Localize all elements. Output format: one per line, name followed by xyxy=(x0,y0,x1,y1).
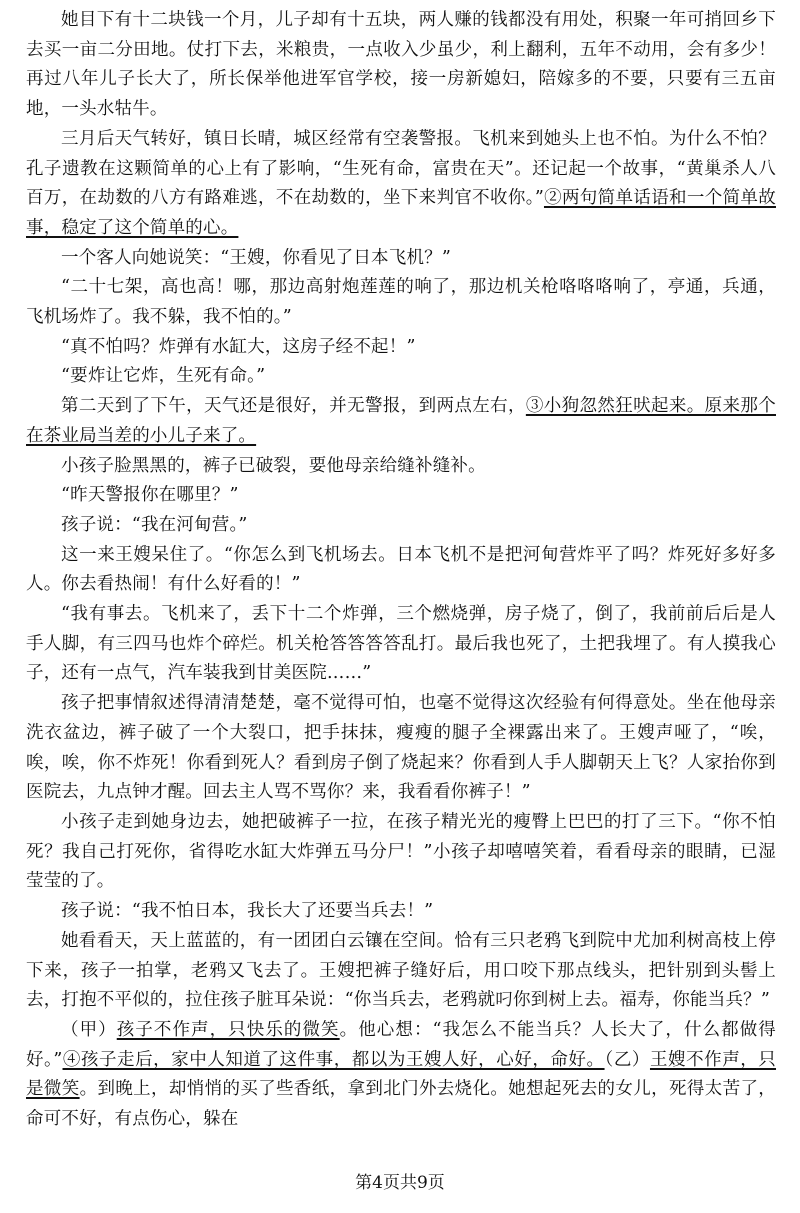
paragraph-text: “要炸让它炸，生死有命。” xyxy=(61,366,266,387)
paragraph-6 xyxy=(26,362,776,392)
paragraph-7 xyxy=(26,392,776,451)
paragraph-3 xyxy=(26,244,776,274)
paragraph-14 xyxy=(26,808,776,897)
paragraph-text: 小孩子脸黑黑的，裤子已破裂，要他母亲给缝补缝补。 xyxy=(61,455,486,476)
paragraph-16 xyxy=(26,927,776,1016)
paragraph-15 xyxy=(26,897,776,927)
paragraph-text: 孩子说：“我在河甸营。” xyxy=(61,514,248,535)
label-yi: （乙） xyxy=(604,1049,650,1070)
paragraph-text: 孩子把事情叙述得清清楚楚，毫不觉得可怕，也毫不觉得这次经验有何得意处。坐在他母亲洗衣盆边，裤子破了一个大裂口，把手抹抹，瘦瘦的腿子全裸露出来了。王嫂声哑了，“唉，唉，唉，你不炸死！你看到死人？看到房子倒了烧起来？你看到人手人脚朝天上飞？人家抬你到医院去，九点钟才醒。回去主人骂不骂你？来，我看看你裤子！” xyxy=(26,693,776,803)
paragraph-4 xyxy=(26,273,776,332)
paragraph-text: 小孩子走到她身边去，她把破裤子一拉，在孩子精光光的瘦臀上巴巴的打了三下。“你不怕死？我自己打死你，省得吃水缸大炸弹五马分尸！”小孩子却嘻嘻笑着，看看母亲的眼睛，已湿莹莹的了。 xyxy=(26,811,776,892)
paragraph-5 xyxy=(26,333,776,363)
paragraph-8 xyxy=(26,452,776,482)
paragraph-text: 她目下有十二块钱一个月，儿子却有十五块，两人赚的钱都没有用处，积聚一年可捎回乡下去买一亩二分田地。仗打下去，米粮贵，一点收入少虽少，利上翻利，五年不动用，会有多少！再过八年儿子长大了，所长保举他进军官学校，接一房新媳妇，陪嫁多的不要，只要有三五亩地，一头水牯牛。 xyxy=(26,10,776,120)
label-jia: （甲） xyxy=(61,1019,117,1040)
paragraph-text: 她看看天，天上蓝蓝的，有一团团白云镶在空间。恰有三只老鸦飞到院中尤加利树高枝上停下来，孩子一拍掌，老鸦又飞去了。王嫂把裤子缝好后，用口咬下那点线头，把针别到头髻上去，打抱不平似的，拉住孩子脏耳朵说：“你当兵去，老鸦就叼你到树上去。福寿，你能当兵？” xyxy=(26,930,776,1011)
paragraph-text: “昨天警报你在哪里？” xyxy=(61,485,239,506)
paragraph-text: 一个客人向她说笑：“王嫂，你看见了日本飞机？” xyxy=(61,247,451,268)
paragraph-10 xyxy=(26,511,776,541)
paragraph-1 xyxy=(26,6,776,125)
paragraph-text: 。到晚上，却悄悄的买了些香纸，拿到北门外去烧化。她想起死去的女儿，死得太苦了，命可不好，有点伤心，躲在 xyxy=(26,1079,777,1130)
paragraph-text: 孩子说：“我不怕日本，我长大了还要当兵去！” xyxy=(61,901,434,922)
paragraph-text: “真不怕吗？炸弹有水缸大，这房子经不起！” xyxy=(61,336,416,357)
underlined-phrase-jia: 孩子不作声，只快乐的微笑 xyxy=(116,1019,340,1040)
underlined-sentence-2: ②两句简单话语和一个简单故事，稳定了这个简单的心。 xyxy=(26,188,776,238)
paragraph-13 xyxy=(26,689,776,808)
paragraph-text: 这一来王嫂呆住了。“你怎么到飞机场去。日本飞机不是把河甸营炸平了吗？炸死好多好多人。你去看热闹！有什么好看的！” xyxy=(26,544,776,595)
paragraph-text: “二十七架，高也高！哪，那边高射炮莲莲的响了，那边机关枪咯咯咯响了，亭通，兵通，飞机场炸了。我不躲，我不怕的。” xyxy=(26,277,776,328)
paragraph-text: 三月后天气转好，镇日长晴，城区经常有空袭警报。飞机来到她头上也不怕。为什么不怕？孔子遗教在这颗简单的心上有了影响，“生死有命，富贵在天”。还记起一个故事，“黄巢杀人八百万，在劫数的八方有路难逃，不在劫数的，坐下来判官不收你。” xyxy=(26,128,776,209)
paragraph-text: 。他心想：“我怎么不能当兵？人长大了，什么都做得好。” xyxy=(26,1019,777,1070)
paragraph-12 xyxy=(26,600,776,689)
underlined-phrase-yi: 王嫂不作声，只是微笑 xyxy=(26,1049,777,1100)
underlined-sentence-3: ③小狗忽然狂吠起来。原来那个在茶业局当差的小儿子来了。 xyxy=(26,396,776,446)
paragraph-2 xyxy=(26,125,776,244)
paragraph-11 xyxy=(26,541,776,600)
paragraph-17 xyxy=(26,1016,776,1135)
paragraph-9 xyxy=(26,481,776,511)
page-number-footer: 第4页共9页 xyxy=(355,1173,445,1193)
underlined-sentence-4: ④孩子走后，家中人知道了这件事，都以为王嫂人好，心好，命好。 xyxy=(62,1049,605,1070)
paragraph-text: “我有事去。飞机来了，丢下十二个炸弹，三个燃烧弹，房子烧了，倒了，我前前后后是人手人脚，有三四马也炸个碎烂。机关枪答答答答乱打。最后我也死了，土把我埋了。有人摸我心子，还有一点气，汽车装我到甘美医院……” xyxy=(26,604,776,684)
paragraph-text: 第二天到了下午，天气还是很好，并无警报，到两点左右， xyxy=(61,396,526,417)
